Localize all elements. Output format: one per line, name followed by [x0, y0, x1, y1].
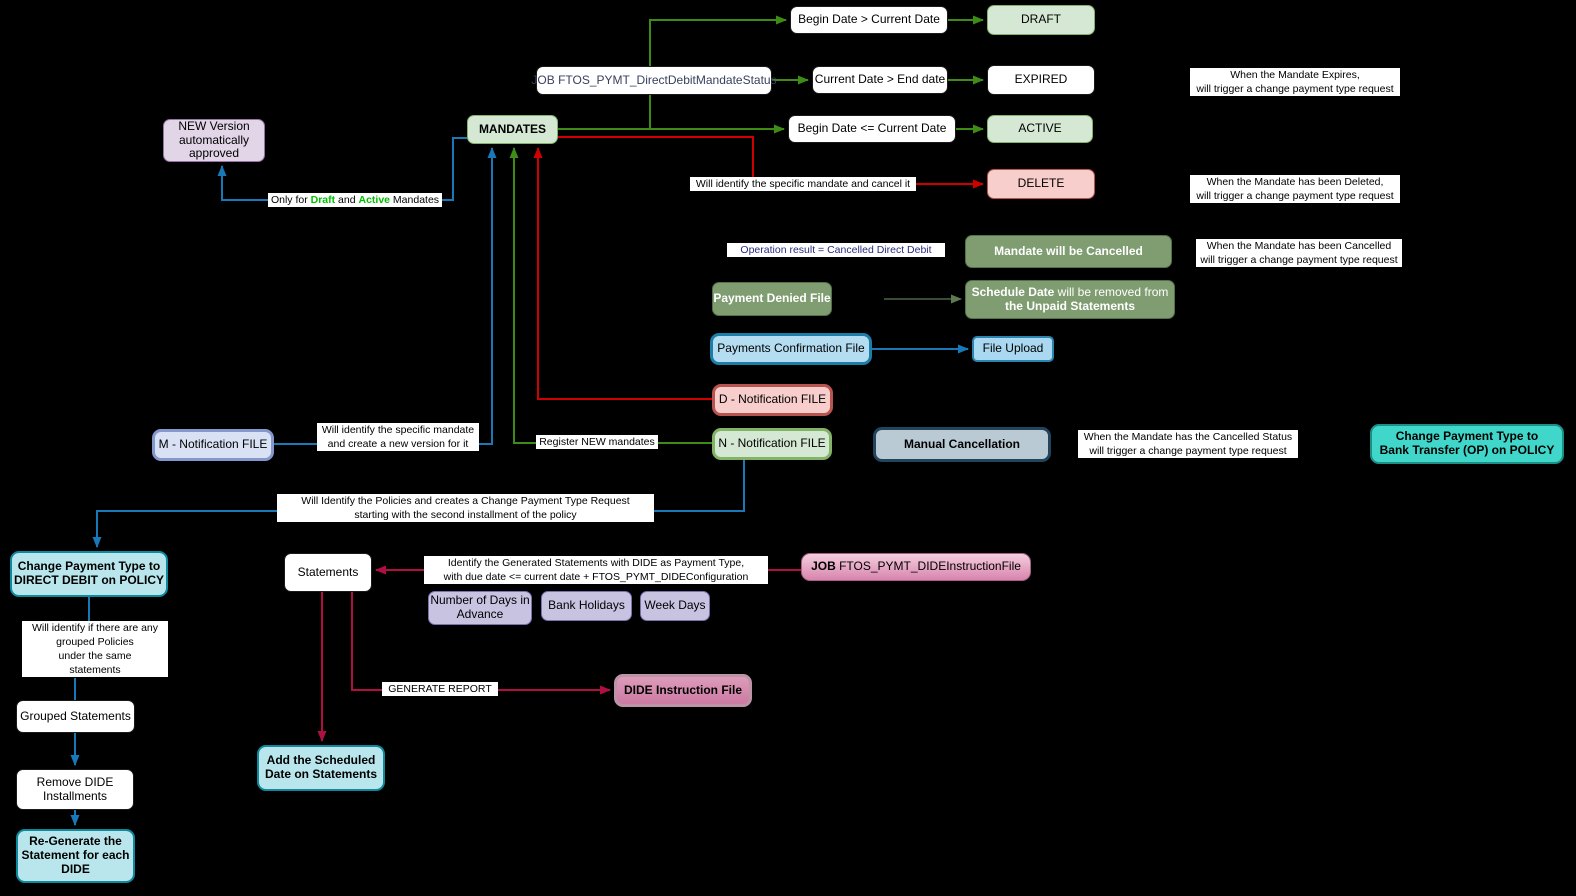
text-line: Week Days: [644, 598, 706, 613]
text-line: M - Notification FILE: [158, 437, 268, 452]
text-seg: Schedule Date: [971, 284, 1058, 299]
node-week-days[interactable]: [640, 591, 710, 621]
node-begin-gt-current[interactable]: [790, 6, 948, 34]
text-line: Grouped Statements: [20, 708, 131, 723]
text-line: DELETE: [1017, 176, 1065, 191]
label-will-identify-new-version: [317, 423, 479, 451]
text-line: Bank Holidays: [548, 598, 625, 613]
text-line: will trigger a change payment type request: [1089, 445, 1287, 457]
text-line: [624, 684, 742, 698]
text-line: will trigger a change payment type request: [1196, 83, 1394, 95]
node-job-direct-debit-mandate-status[interactable]: [531, 66, 777, 95]
text-seg: DIDE Instruction File: [623, 682, 742, 697]
edge-d-file-to-mandates: [538, 148, 712, 399]
text-seg: Mandate will be Cancelled: [994, 243, 1143, 258]
text-line: Change Payment Type to: [1395, 429, 1539, 444]
text-line: When the Mandate has been Cancelled: [1206, 240, 1392, 252]
node-remove-dide-installments[interactable]: [16, 769, 134, 810]
label-register-new-mandates: [536, 435, 658, 449]
text-line: When the Mandate Expires,: [1230, 69, 1360, 81]
text-seg: MANDATES: [478, 121, 547, 136]
text-line: under the same: [58, 650, 132, 662]
text-line: EXPIRED: [1014, 72, 1068, 87]
node-file-upload[interactable]: [972, 336, 1054, 362]
node-manual-cancellation[interactable]: [873, 427, 1051, 462]
label-identify-generated-statements: [424, 556, 768, 584]
text-line: [713, 292, 830, 306]
text-seg: Draft: [310, 194, 336, 206]
text-line: will trigger a change payment type request: [1196, 190, 1394, 202]
node-mandate-will-be-cancelled[interactable]: [965, 235, 1172, 268]
text-line: Statement for each: [21, 848, 130, 863]
text-line: Begin Date > Current Date: [798, 12, 940, 27]
text-line: Payments Confirmation File: [717, 341, 865, 356]
text-line: Number of Days in: [430, 593, 530, 608]
node-new-version-auto-approved[interactable]: [163, 119, 265, 162]
text-line: Date on Statements: [264, 767, 378, 781]
text-line: statements: [69, 664, 121, 676]
text-line: Bank Transfer (OP) on POLICY: [1379, 443, 1555, 457]
text-line: GENERATE REPORT: [388, 683, 492, 695]
node-change-payment-type-direct-debit[interactable]: [10, 551, 168, 597]
text-line: Begin Date <= Current Date: [797, 121, 947, 136]
text-line: Manual Cancellation: [903, 436, 1021, 451]
text-line: [1005, 300, 1135, 314]
text-seg: Mandates: [390, 194, 440, 206]
text-line: Current Date > End date: [814, 72, 946, 87]
node-job-dide-instruction-file[interactable]: [801, 553, 1031, 581]
text-seg: Active: [358, 194, 391, 206]
text-seg: Payment Denied File: [713, 291, 831, 306]
text-line: [271, 193, 439, 207]
label-operation-result-cancelled: [727, 243, 945, 257]
node-schedule-date-removed[interactable]: [965, 280, 1175, 319]
text-line: Add the Scheduled: [266, 753, 376, 768]
text-line: NEW Version: [178, 118, 250, 133]
text-line: Remove DIDE: [36, 774, 114, 789]
node-status-expired[interactable]: [987, 65, 1095, 95]
text-line: DIDE: [61, 861, 90, 876]
text-line: Statements: [297, 564, 359, 579]
node-status-draft[interactable]: [987, 5, 1095, 35]
label-will-identify-grouped-policies: [22, 621, 168, 677]
node-regenerate-statement-for-each-dide[interactable]: [16, 829, 135, 883]
text-line: JOB FTOS_PYMT_DirectDebitMandateStatus: [531, 72, 777, 87]
note-mandate-expires: [1190, 68, 1400, 96]
text-line: When the Mandate has been Deleted,: [1206, 176, 1384, 188]
text-line: DRAFT: [1021, 12, 1061, 27]
node-m-notification-file[interactable]: [152, 429, 274, 461]
text-seg: will be removed from: [1057, 284, 1169, 299]
text-line: Will identify if there are any: [31, 622, 159, 634]
text-line: with due date <= current date + FTOS_PYMT_DIDEConfiguration: [443, 571, 749, 583]
text-line: approved: [188, 146, 240, 161]
text-line: starting with the second installment of the policy: [354, 509, 577, 521]
node-grouped-statements[interactable]: [16, 700, 135, 733]
text-line: When the Mandate has the Cancelled Status: [1083, 431, 1293, 443]
text-line: [479, 123, 546, 137]
text-line: [972, 286, 1169, 300]
node-d-notification-file[interactable]: [712, 384, 833, 416]
node-n-notification-file[interactable]: [712, 428, 832, 460]
text-seg: and: [335, 194, 359, 206]
text-line: Register NEW mandates: [539, 436, 655, 448]
text-line: Change Payment Type to: [17, 559, 161, 574]
text-line: Operation result = Cancelled Direct Debit: [740, 244, 932, 256]
text-line: grouped Policies: [56, 636, 134, 648]
label-will-identify-and-cancel: [690, 177, 916, 191]
node-current-gt-end[interactable]: [812, 66, 948, 94]
node-begin-lte-current[interactable]: [788, 115, 956, 143]
node-dide-instruction-file[interactable]: [614, 674, 752, 707]
text-line: Re-Generate the: [29, 834, 122, 849]
node-change-payment-type-bank-transfer[interactable]: [1370, 424, 1564, 464]
text-line: Identify the Generated Statements with DIDE as Payment Type,: [447, 557, 745, 569]
node-statements[interactable]: [284, 553, 372, 592]
text-line: DIRECT DEBIT on POLICY: [14, 573, 164, 587]
node-status-active[interactable]: [987, 115, 1093, 143]
label-generate-report: [382, 682, 498, 696]
node-payments-confirmation-file[interactable]: [710, 333, 872, 365]
text-line: Will Identify the Policies and creates a Change Payment Type Request: [301, 495, 630, 507]
text-line: ACTIVE: [1018, 121, 1062, 136]
text-seg: JOB: [811, 559, 840, 574]
text-seg: FTOS_PYMT_DIDEInstructionFile: [839, 559, 1021, 574]
node-status-delete[interactable]: [987, 169, 1095, 199]
text-line: File Upload: [982, 341, 1044, 356]
label-will-identify-policies: [277, 494, 654, 522]
node-bank-holidays[interactable]: [541, 591, 632, 621]
node-mandates[interactable]: [467, 115, 558, 144]
text-line: [811, 560, 1021, 574]
text-line: automatically: [178, 132, 250, 147]
text-seg: Only for: [270, 194, 311, 206]
text-line: Will identify the specific mandate: [321, 424, 475, 436]
text-line: Will identify the specific mandate and cancel it: [695, 178, 911, 190]
text-line: N - Notification FILE: [718, 436, 826, 451]
text-line: Advance: [456, 607, 504, 621]
note-mandate-deleted: [1190, 175, 1400, 203]
node-add-scheduled-date-on-statements[interactable]: [257, 745, 385, 791]
text-line: D - Notification FILE: [718, 392, 827, 407]
text-line: Installments: [42, 788, 108, 803]
note-mandate-cancelled: [1196, 239, 1402, 267]
node-payment-denied-file[interactable]: [712, 282, 832, 316]
node-number-of-days-in-advance[interactable]: [428, 591, 532, 625]
text-line: and create a new version for it: [327, 438, 469, 450]
text-line: [994, 245, 1143, 259]
label-only-for-draft-active: [268, 193, 442, 207]
text-seg: the Unpaid Statements: [1004, 298, 1136, 313]
note-mandate-cancelled-status: [1078, 430, 1298, 458]
text-line: will trigger a change payment type request: [1200, 254, 1398, 266]
